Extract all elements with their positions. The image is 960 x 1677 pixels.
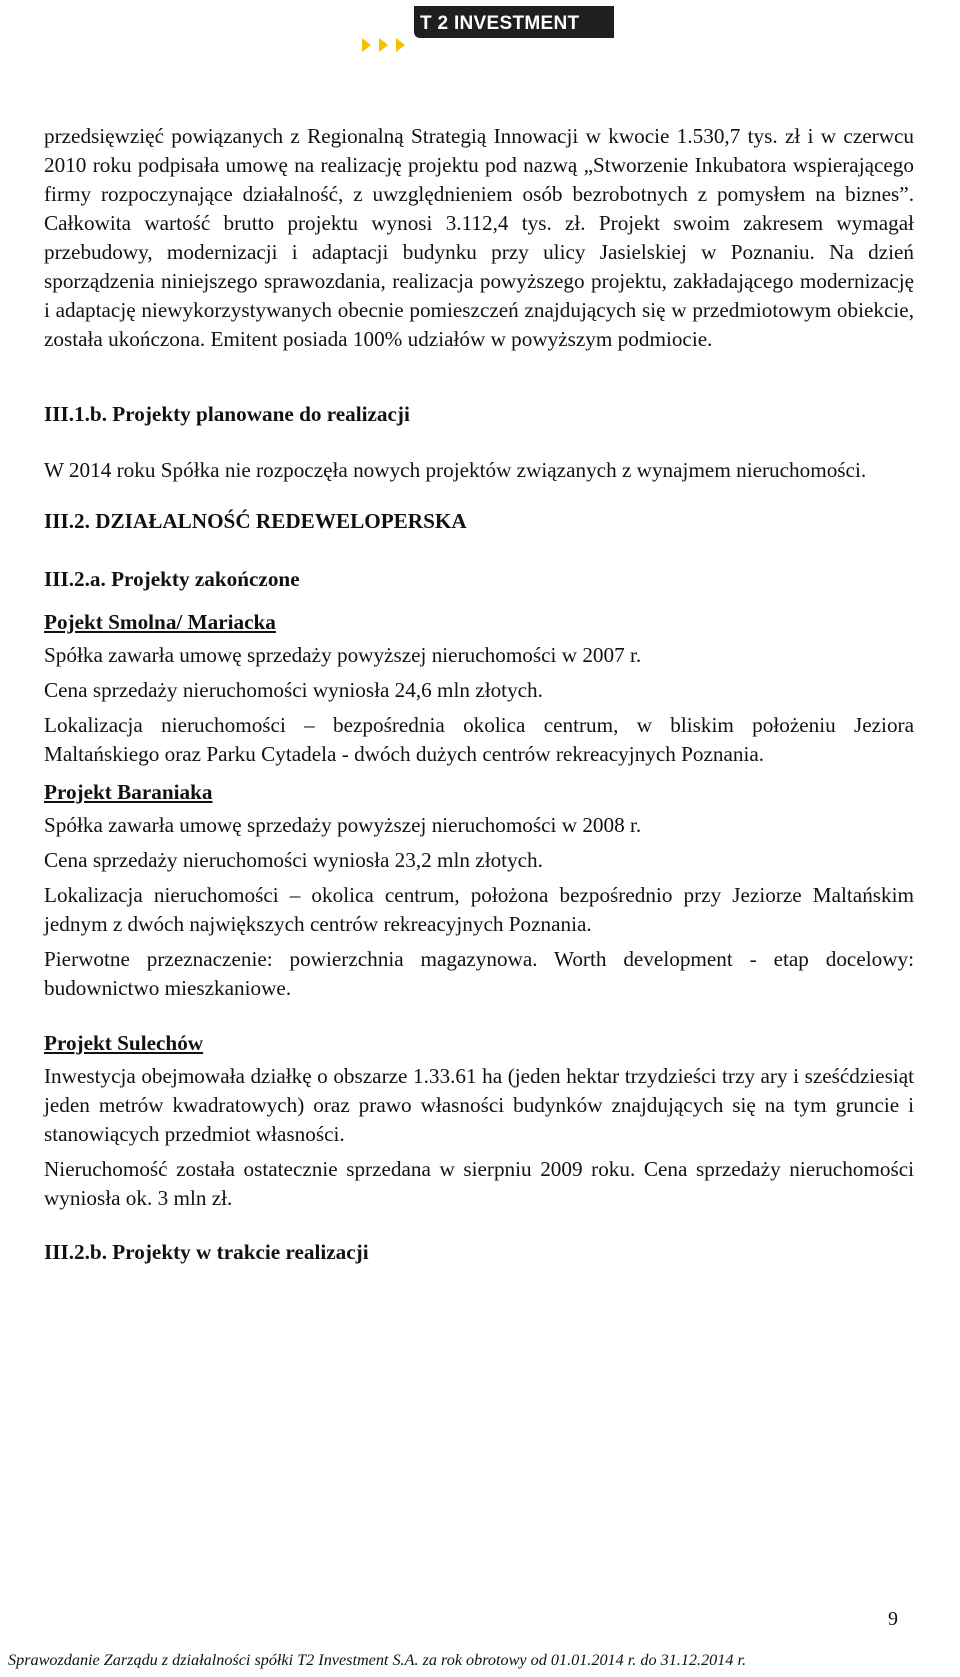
heading-iii-2: III.2. DZIAŁALNOŚĆ REDEWELOPERSKA — [44, 509, 467, 533]
heading-iii-1-b: III.1.b. Projekty planowane do realizacji — [44, 402, 410, 426]
project-baraniaka-line2: Cena sprzedaży nieruchomości wyniosła 23,2 mln złotych. — [44, 848, 543, 872]
paragraph-planned-projects: W 2014 roku Spółka nie rozpoczęła nowych projektów związanych z wynajmem nieruchomości. — [44, 458, 867, 482]
project-sulechow-line1: Inwestycja obejmowała działkę o obszarze 1.33.61 ha (jeden hektar trzydzieści trzy ary i sześćdziesiąt jeden metrów kwadratowych) oraz prawo własności budynków znajdujących się na tym gruncie i stanowiących przedmiot własności. — [44, 1064, 914, 1146]
document-body — [44, 122, 914, 1267]
page-footer: Sprawozdanie Zarządu z działalności spółki T2 Investment S.A. za rok obrotowy od 01.01.2014 r. do 31.12.2014 r. — [8, 1651, 747, 1669]
page-number: 9 — [888, 1608, 898, 1630]
project-baraniaka-line1: Spółka zawarła umowę sprzedaży powyższej nieruchomości w 2008 r. — [44, 813, 642, 837]
project-sulechow-line2: Nieruchomość została ostatecznie sprzedana w sierpniu 2009 roku. Cena sprzedaży nieruchomości wyniosła ok. 3 mln zł. — [44, 1157, 914, 1210]
project-baraniaka-line4: Pierwotne przeznaczenie: powierzchnia magazynowa. Worth development - etap docelowy: budownictwo mieszkaniowe. — [44, 947, 914, 1000]
project-smolna-title: Pojekt Smolna/ Mariacka — [44, 610, 276, 634]
project-baraniaka-title: Projekt Baraniaka — [44, 780, 213, 804]
logo-text: T 2 INVESTMENT — [420, 13, 580, 34]
project-smolna-line3: Lokalizacja nieruchomości – bezpośrednia okolica centrum, w bliskim położeniu Jeziora Maltańskiego oraz Parku Cytadela - dwóch dużych centrów rekreacyjnych Poznania. — [44, 713, 914, 766]
heading-iii-2-b: III.2.b. Projekty w trakcie realizacji — [44, 1240, 369, 1264]
project-smolna-line2: Cena sprzedaży nieruchomości wyniosła 24,6 mln złotych. — [44, 678, 543, 702]
project-smolna-line1: Spółka zawarła umowę sprzedaży powyższej nieruchomości w 2007 r. — [44, 643, 642, 667]
project-sulechow-title: Projekt Sulechów — [44, 1031, 204, 1055]
heading-iii-2-a: III.2.a. Projekty zakończone — [44, 567, 300, 591]
company-logo — [362, 6, 622, 56]
project-baraniaka-line3: Lokalizacja nieruchomości – okolica centrum, położona bezpośrednio przy Jeziorze Maltańskim jednym z dwóch największych centrów rekreacyjnych Poznania. — [44, 883, 914, 936]
paragraph-inkubator: przedsięwzięć powiązanych z Regionalną Strategią Innowacji w kwocie 1.530,7 tys. zł i w czerwcu 2010 roku podpisała umowę na realizację projektu pod nazwą „Stworzenie Inkubatora wspierającego firmy rozpoczynające działalność, z uwzględnieniem osób bezrobotnych z pomysłem na biznes”. Całkowita wartość brutto projektu wynosi 3.112,4 tys. zł. Projekt swoim zakresem wymagał przebudowy, modernizacji i adaptacji budynku przy ulicy Jasielskiej w Poznaniu. Na dzień sporządzenia niniejszego sprawozdania, realizacja powyższego projektu, zakładającego modernizację i adaptację niewykorzystywanych obecnie pomieszczeń znajdujących się w przedmiotowym obiekcie, została ukończona. Emitent posiada 100% udziałów w powyższym podmiocie. — [44, 124, 914, 351]
logo-arrows-icon — [362, 34, 422, 56]
